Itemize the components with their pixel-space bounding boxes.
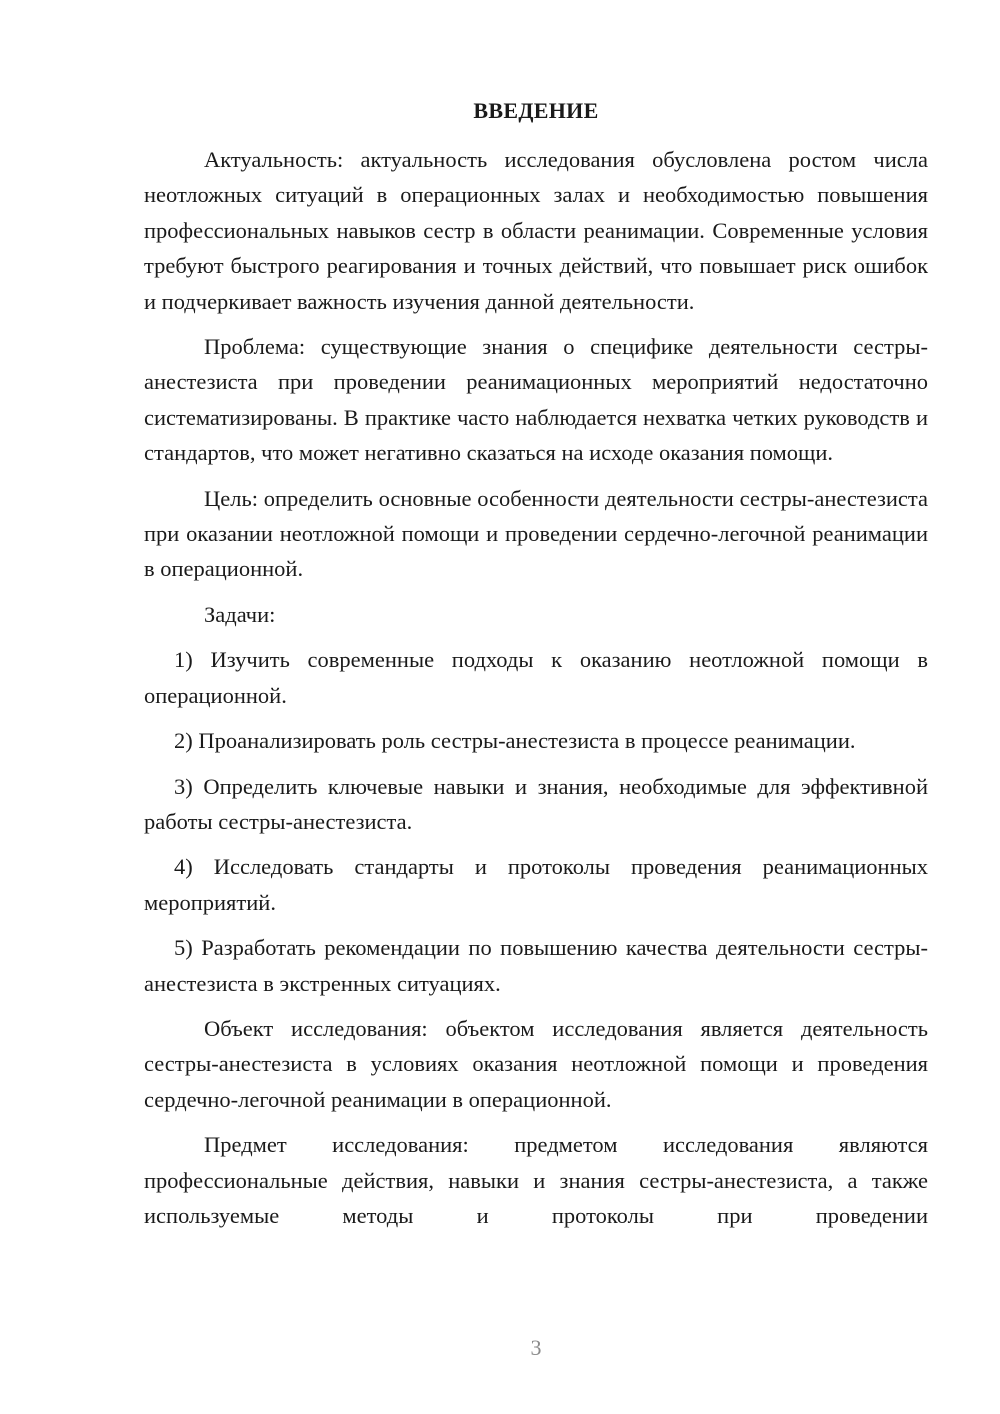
paragraph-goal: Цель: определить основные особенности деятельности сестры-анестезиста при оказании неотложной помощи и проведении сердечно-легочной реанимации в операционной. [144, 485, 928, 582]
tasks-heading: Задачи: [204, 601, 276, 627]
body-text [144, 142, 928, 1233]
section-title: ВВЕДЕНИЕ [473, 98, 599, 123]
paragraph-problem: Проблема: существующие знания о специфике деятельности сестры-анестезиста при проведении реанимационных мероприятий недостаточно систематизированы. В практике часто наблюдается нехватка четких руководств и стандартов, что может негативно сказаться на исходе оказания помощи. [144, 334, 928, 466]
task-item-3: 3) Определить ключевые навыки и знания, необходимые для эффективной работы сестры-анестезиста. [144, 773, 928, 834]
task-item-1: 1) Изучить современные подходы к оказанию неотложной помощи в операционной. [144, 647, 928, 708]
task-item-2: 2) Проанализировать роль сестры-анестезиста в процессе реанимации. [174, 728, 856, 754]
task-item-5: 5) Разработать рекомендации по повышению качества деятельности сестры-анестезиста в экстренных ситуациях. [144, 935, 928, 996]
paragraph-object: Объект исследования: объектом исследования является деятельность сестры-анестезиста в условиях оказания неотложной помощи и проведения сердечно-легочной реанимации в операционной. [144, 1015, 928, 1112]
paragraph-relevance: Актуальность: актуальность исследования обусловлена ростом числа неотложных ситуаций в операционных залах и необходимостью повышения профессиональных навыков сестр в области реанимации. Современные условия требуют быстрого реагирования и точных действий, что повышает риск ошибок и подчеркивает важность изучения данной деятельности. [144, 147, 928, 314]
page-number: 3 [530, 1335, 542, 1360]
paragraph-subject: Предмет исследования: предметом исследования являются профессиональные действия, навыки и знания сестры-анестезиста, а также используемые методы и протоколы при проведении [144, 1132, 928, 1228]
task-item-4: 4) Исследовать стандарты и протоколы проведения реанимационных мероприятий. [144, 854, 928, 915]
